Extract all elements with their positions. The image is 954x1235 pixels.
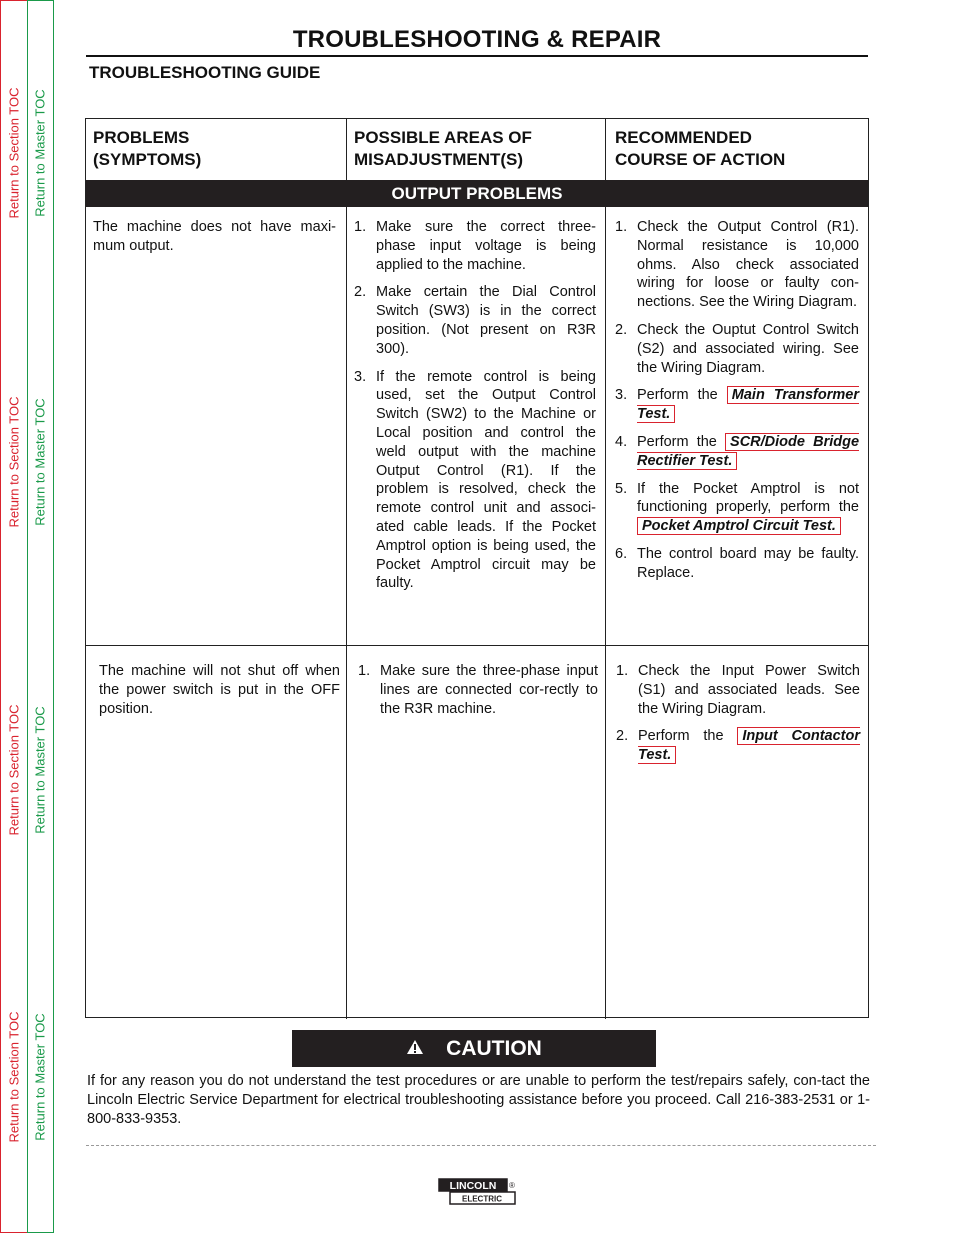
row1-action-3: Perform the — [637, 387, 718, 404]
header-action-line1: RECOMMENDED — [615, 128, 752, 147]
list-item: 6. The control board may be faulty. Replace. — [615, 545, 859, 581]
title-rule — [86, 55, 868, 57]
col-divider-1 — [346, 207, 347, 1019]
list-item: 1. Make sure the correct three-phase input voltage is being applied to the machine. — [354, 219, 596, 273]
row2-actions — [616, 662, 860, 774]
return-to-master-toc-link-3[interactable]: Return to Master TOC — [32, 706, 48, 834]
footer-rule — [86, 1145, 876, 1146]
row2-cause-1: Make sure the three-phase input lines are connected cor-rectly to the R3R machine. — [380, 663, 598, 717]
list-item: 1. Check the Output Control (R1). Normal resistance is 10,000 ohms. Also check associated wiring for loose or faulty con-nections. See the Wiring Diagram. — [615, 219, 859, 311]
page-title: TROUBLESHOOTING & REPAIR — [292, 26, 662, 53]
row1-action-4: Perform the — [637, 433, 717, 450]
row2-action-2: Perform the — [638, 728, 724, 745]
scr-diode-bridge-rectifier-test-link[interactable]: SCR/Diode Bridge Rectifier Test. — [637, 433, 860, 469]
header-problems-line1: PROBLEMS — [93, 128, 190, 147]
header-action-line2: COURSE OF ACTION — [615, 150, 786, 169]
header-problems — [93, 127, 201, 171]
row1-cause-3: If the remote control is being used, set the Output Control Switch (SW2) to the Machine or Local position and control the weld output with the machine Output Control (R1). If the problem is resolved, check the remote control unit and associ-ated cable leads. If the Pocket Amptrol option is being used, the Pocket Amptrol circuit may be faulty. — [376, 368, 596, 592]
row1-problem — [93, 218, 336, 256]
return-to-master-toc-link-4[interactable]: Return to Master TOC — [32, 1013, 48, 1141]
warning-triangle-icon — [406, 1037, 424, 1061]
svg-text:LINCOLN: LINCOLN — [449, 1180, 497, 1192]
return-to-section-toc-link-4[interactable]: Return to Section TOC — [6, 1011, 22, 1143]
list-item: 2. Perform the Input Contactor Test. — [616, 728, 861, 764]
header-misadjustments-line1: POSSIBLE AREAS OF — [354, 128, 532, 147]
caution-label: CAUTION — [446, 1036, 542, 1060]
list-item: 2. Make certain the Dial Control Switch (SW3) is in the correct position. (Not present on R3R 300). — [354, 284, 596, 357]
row1-cause-1: Make sure the correct three-phase input voltage is being applied to the machine. — [376, 219, 596, 273]
return-to-master-toc-link-1[interactable]: Return to Master TOC — [32, 89, 48, 217]
main-transformer-test-link[interactable]: Main Transformer Test. — [637, 387, 859, 423]
lincoln-electric-logo — [438, 1178, 516, 1206]
col-divider-2 — [605, 207, 606, 1019]
list-item: 2. Check the Ouptut Control Switch (S2) and associated wiring. See the Wiring Diagram. — [615, 321, 859, 376]
col-divider-1-top — [346, 119, 347, 180]
return-to-section-toc-link-2[interactable]: Return to Section TOC — [6, 396, 22, 528]
row1-action-6: The control board may be faulty. Replace. — [637, 545, 859, 581]
row1-action-2: Check the Ouptut Control Switch (S2) and associated wiring. See the Wiring Diagram. — [637, 321, 859, 376]
list-item: 1. Check the Input Power Switch (S1) and associated leads. See the Wiring Diagram. — [616, 663, 860, 717]
row1-causes — [354, 218, 596, 602]
list-item: 5. If the Pocket Amptrol is not functioning properly, perform the Pocket Amptrol Circuit Test. — [615, 480, 859, 535]
header-misadjustments-line2: MISADJUSTMENT(S) — [354, 150, 524, 169]
row-divider — [86, 645, 868, 646]
col-divider-2-top — [605, 119, 606, 180]
return-to-section-toc-link-3[interactable]: Return to Section TOC — [6, 704, 22, 836]
list-item: 3. If the remote control is being used, set the Output Control Switch (SW2) to the Machine or Local position and control the weld output with the machine Output Control (R1). If the problem is resolved, check the remote control unit and associ-ated cable leads. If the Pocket Amptrol option is being used, the Pocket Amptrol circuit may be faulty. — [354, 368, 596, 592]
row1-action-5: If the Pocket Amptrol is not functioning properly, perform the — [637, 480, 859, 516]
row2-problem-text: The machine will not shut off when the power switch is put in the OFF position. — [99, 663, 340, 717]
input-contactor-test-link[interactable]: Input Contactor Test. — [638, 728, 861, 764]
svg-text:ELECTRIC: ELECTRIC — [462, 1194, 502, 1204]
row2-problem — [99, 662, 340, 718]
row2-action-1: Check the Input Power Switch (S1) and associated leads. See the Wiring Diagram. — [638, 663, 860, 717]
return-to-master-toc-link-2[interactable]: Return to Master TOC — [32, 398, 48, 526]
output-problems-band: OUTPUT PROBLEMS — [86, 180, 868, 207]
list-item: 3. Perform the Main Transformer Test. — [615, 387, 859, 423]
header-misadjustments — [354, 127, 532, 171]
row1-action-1: Check the Output Control (R1). Normal resistance is 10,000 ohms. Also check associated wiring for loose or faulty con-nections. See the Wiring Diagram. — [637, 219, 859, 311]
header-course-of-action — [615, 127, 785, 171]
row1-cause-2: Make certain the Dial Control Switch (SW3) is in the correct position. (Not present on R3R 300). — [376, 284, 596, 357]
svg-text:®: ® — [509, 1181, 515, 1190]
pocket-amptrol-circuit-test-link[interactable]: Pocket Amptrol Circuit Test. — [637, 517, 841, 535]
return-to-section-toc-link-1[interactable]: Return to Section TOC — [6, 87, 22, 219]
caution-banner — [292, 1030, 656, 1067]
section-label: TROUBLESHOOTING GUIDE — [89, 63, 321, 82]
list-item: 1. Make sure the three-phase input lines are connected cor-rectly to the R3R machine. — [358, 663, 598, 717]
troubleshooting-table — [85, 118, 869, 1018]
list-item: 4. Perform the SCR/Diode Bridge Rectifier Test. — [615, 433, 860, 469]
caution-text: If for any reason you do not understand the test procedures or are unable to perform the test/repairs safely, con-tact the Lincoln Electric Service Department for electrical troubleshooting assistance before you proceed. Call 216-383-2531 or 1-800-833-9353. — [87, 1073, 870, 1127]
row1-actions — [615, 218, 859, 592]
row2-causes — [358, 662, 598, 727]
header-problems-line2: (SYMPTOMS) — [93, 150, 202, 169]
row1-problem-text: The machine does not have maxi-mum output. — [93, 219, 336, 254]
